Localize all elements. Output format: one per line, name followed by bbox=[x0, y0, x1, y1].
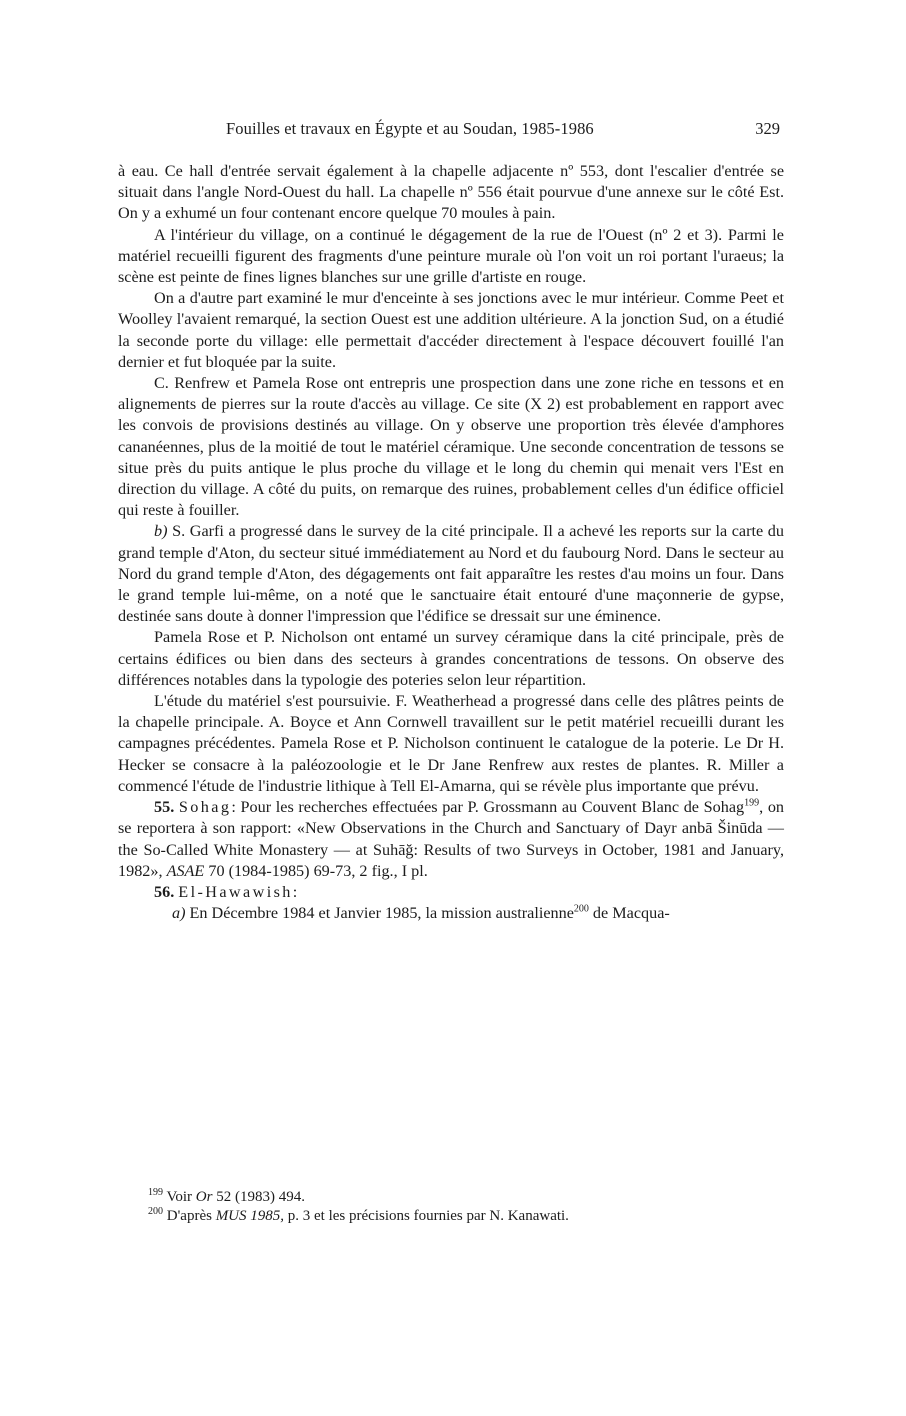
paragraph bbox=[118, 903, 784, 924]
paragraph-text: , on se reportera à son rapport: «New Observations in the Church and Sanctuary of Dayr anbā Šinūda — the So-Called White Monastery — at Suhāğ: Results of two Surveys in October, 1981 and January, 1982», bbox=[118, 798, 785, 880]
footnote-text: p. 3 et les précisions fournies par N. Kanawati. bbox=[284, 1208, 569, 1224]
footnote bbox=[148, 1188, 784, 1207]
site-name: El-Hawawish bbox=[178, 882, 293, 901]
footnote-text: 52 (1983) 494. bbox=[212, 1189, 305, 1205]
footnote bbox=[148, 1207, 784, 1226]
site-name: Sohag bbox=[178, 798, 232, 817]
footnote-ref[interactable]: 200 bbox=[573, 903, 589, 915]
paragraph-text: 70 (1984-1985) 69-73, 2 fig., I pl. bbox=[204, 861, 428, 880]
paragraph: à eau. Ce hall d'entrée servait également à la chapelle adjacente nº 553, dont l'escalier d'entrée se situait dans l'angle Nord-Ouest du hall. La chapelle nº 556 était pourvue d'une annexe sur le côté Est. On y a exhumé un four contenant encore quelque 70 moules à pain. bbox=[118, 162, 784, 223]
footnote-number: 200 bbox=[148, 1206, 163, 1217]
list-marker: b) bbox=[154, 522, 168, 541]
paragraph: On a d'autre part examiné le mur d'enceinte à ses jonctions avec le mur intérieur. Comme Peet et Woolley l'avaient remarqué, la section Ouest est une addition ultérieure. A la jonction Sud, on a étudié la seconde porte du village: elle permettait d'accéder directement à l'espace découvert fouillé l'an dernier et fut bloquée par la suite. bbox=[118, 289, 784, 371]
section-number: 56. bbox=[154, 882, 175, 901]
journal-abbrev: MUS 1985, bbox=[215, 1208, 285, 1224]
paragraph: Pamela Rose et P. Nicholson ont entamé un survey céramique dans la cité principale, près de certains édifices ou bien dans des secteurs à grandes concentrations de tessons. On observe des différences notables dans la typologie des poteries selon leur répartition. bbox=[118, 628, 784, 689]
footnote-number: 199 bbox=[148, 1187, 163, 1198]
running-title: Fouilles et travaux en Égypte et au Soudan, 1985-1986 bbox=[226, 119, 594, 138]
footnote-text: D'après bbox=[163, 1208, 216, 1224]
paragraph-text: : Pour les recherches effectuées par P. Grossmann au Couvent Blanc de Sohag bbox=[231, 798, 745, 817]
journal-abbrev: Or bbox=[195, 1189, 213, 1205]
paragraph: A l'intérieur du village, on a continué le dégagement de la rue de l'Ouest (nº 2 et 3). Parmi le matériel recueilli figurent des fragments d'une peinture murale où l'on voit un roi portant l'uraeus; la scène est peinte de fines lignes blanches sur une grille d'artiste en rouge. bbox=[118, 225, 784, 287]
paragraph: L'étude du matériel s'est poursuivie. F. Weatherhead a progressé dans celle des plâtres peints de la chapelle principale. A. Boyce et Ann Cornwell travaillent sur le petit matériel recueilli durant les campagnes précédentes. Pamela Rose et P. Nicholson continuent le catalogue de la poterie. Le Dr H. Hecker se consacre à la paléozoologie et le Dr Jane Renfrew aux restes de plantes. R. Miller a commencé l'étude de l'industrie lithique à Tell El-Amarna, qui se révèle plus importante que prévu. bbox=[118, 692, 784, 795]
body-text bbox=[118, 161, 784, 924]
page-number: 329 bbox=[755, 119, 780, 138]
footnote-text: Voir bbox=[163, 1189, 196, 1205]
list-marker: a) bbox=[172, 904, 186, 923]
paragraph-text: : bbox=[292, 882, 298, 901]
journal-abbrev: ASAE bbox=[166, 861, 205, 880]
footnotes bbox=[148, 1188, 784, 1226]
paragraph-text: En Décembre 1984 et Janvier 1985, la mission australienne bbox=[185, 904, 574, 923]
footnote-ref[interactable]: 199 bbox=[744, 797, 760, 809]
paragraph bbox=[118, 797, 784, 882]
paragraph bbox=[118, 882, 784, 903]
paragraph-text: de Macqua- bbox=[588, 904, 670, 923]
paragraph: C. Renfrew et Pamela Rose ont entrepris une prospection dans une zone riche en tessons et en alignements de pierres sur la route d'accès au village. Ce site (X 2) est probablement en rapport avec les convois de provisions destinés au village. On y observe une proportion très élevée d'amphores cananéennes, plus de la moitié de tout le matériel céramique. Une seconde concentration de tessons se situe près du puits antique le plus proche du village et le long du chemin qui menait vers l'Est en direction du village. A côté du puits, on remarque des ruines, probablement celles d'un édifice officiel qui reste à fouiller. bbox=[118, 374, 784, 520]
section-number: 55. bbox=[154, 798, 175, 817]
paragraph-text: S. Garfi a progressé dans le survey de la cité principale. Il a achevé les reports sur la carte du grand temple d'Aton, du secteur situé immédiatement au Nord et du faubourg Nord. Dans le secteur au Nord du grand temple d'Aton, des dégagements ont fait apparaître les restes d'au moins un four. Dans le grand temple lui-même, on a noté que le sanctuaire était entouré d'une maçonnerie de gypse, destinée sans doute à donner l'impression que l'édifice se dressait sur une éminence. bbox=[118, 522, 784, 626]
paragraph bbox=[118, 521, 784, 627]
